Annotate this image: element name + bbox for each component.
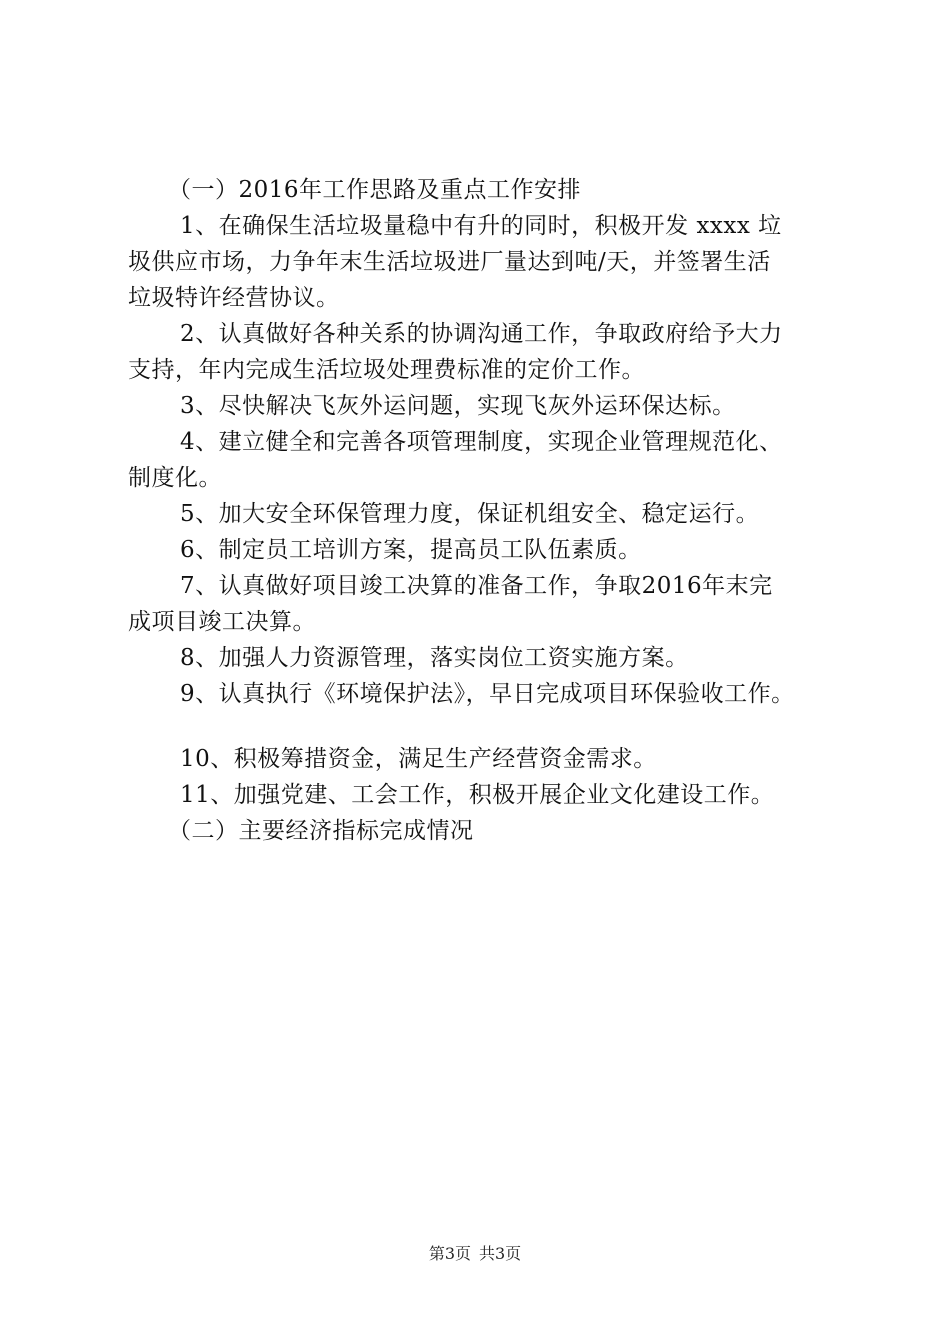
item-11: 11、加强党建、工会工作，积极开展企业文化建设工作。 xyxy=(180,782,775,808)
item-6: 6、制定员工培训方案，提高员工队伍素质。 xyxy=(180,537,642,563)
item-8: 8、加强人力资源管理，落实岗位工资实施方案。 xyxy=(180,645,689,671)
item-9: 9、认真执行《环境保护法》，早日完成项目环保验收工作。 xyxy=(180,681,795,707)
document-body xyxy=(128,172,848,849)
item-1-line-2: 圾供应市场，力争年末生活垃圾进厂量达到吨/天，并签署生活 xyxy=(128,249,771,275)
page-number-total: 共3页 xyxy=(479,1244,522,1263)
page-number-current: 第3页 xyxy=(428,1244,471,1263)
item-4-line-1: 4、建立健全和完善各项管理制度，实现企业管理规范化、 xyxy=(180,429,783,455)
item-4-line-2: 制度化。 xyxy=(128,465,222,491)
section-heading-1: （一）2016年工作思路及重点工作安排 xyxy=(168,177,582,203)
item-2-line-2: 支持，年内完成生活垃圾处理费标准的定价工作。 xyxy=(128,357,645,383)
item-7-line-2: 成项目竣工决算。 xyxy=(128,609,316,635)
section-heading-2: （二）主要经济指标完成情况 xyxy=(168,818,474,844)
paragraph-gap xyxy=(128,712,848,741)
item-1-line-3: 垃圾特许经营协议。 xyxy=(128,285,340,311)
item-5: 5、加大安全环保管理力度，保证机组安全、稳定运行。 xyxy=(180,501,760,527)
item-7-line-1: 7、认真做好项目竣工决算的准备工作，争取2016年末完 xyxy=(180,573,773,599)
item-1-line-1: 1、在确保生活垃圾量稳中有升的同时，积极开发 xxxx 垃 xyxy=(180,213,782,239)
item-10: 10、积极筹措资金，满足生产经营资金需求。 xyxy=(180,746,657,772)
page-footer xyxy=(0,1244,950,1264)
item-2-line-1: 2、认真做好各种关系的协调沟通工作，争取政府给予大力 xyxy=(180,321,783,347)
item-3: 3、尽快解决飞灰外运问题，实现飞灰外运环保达标。 xyxy=(180,393,736,419)
